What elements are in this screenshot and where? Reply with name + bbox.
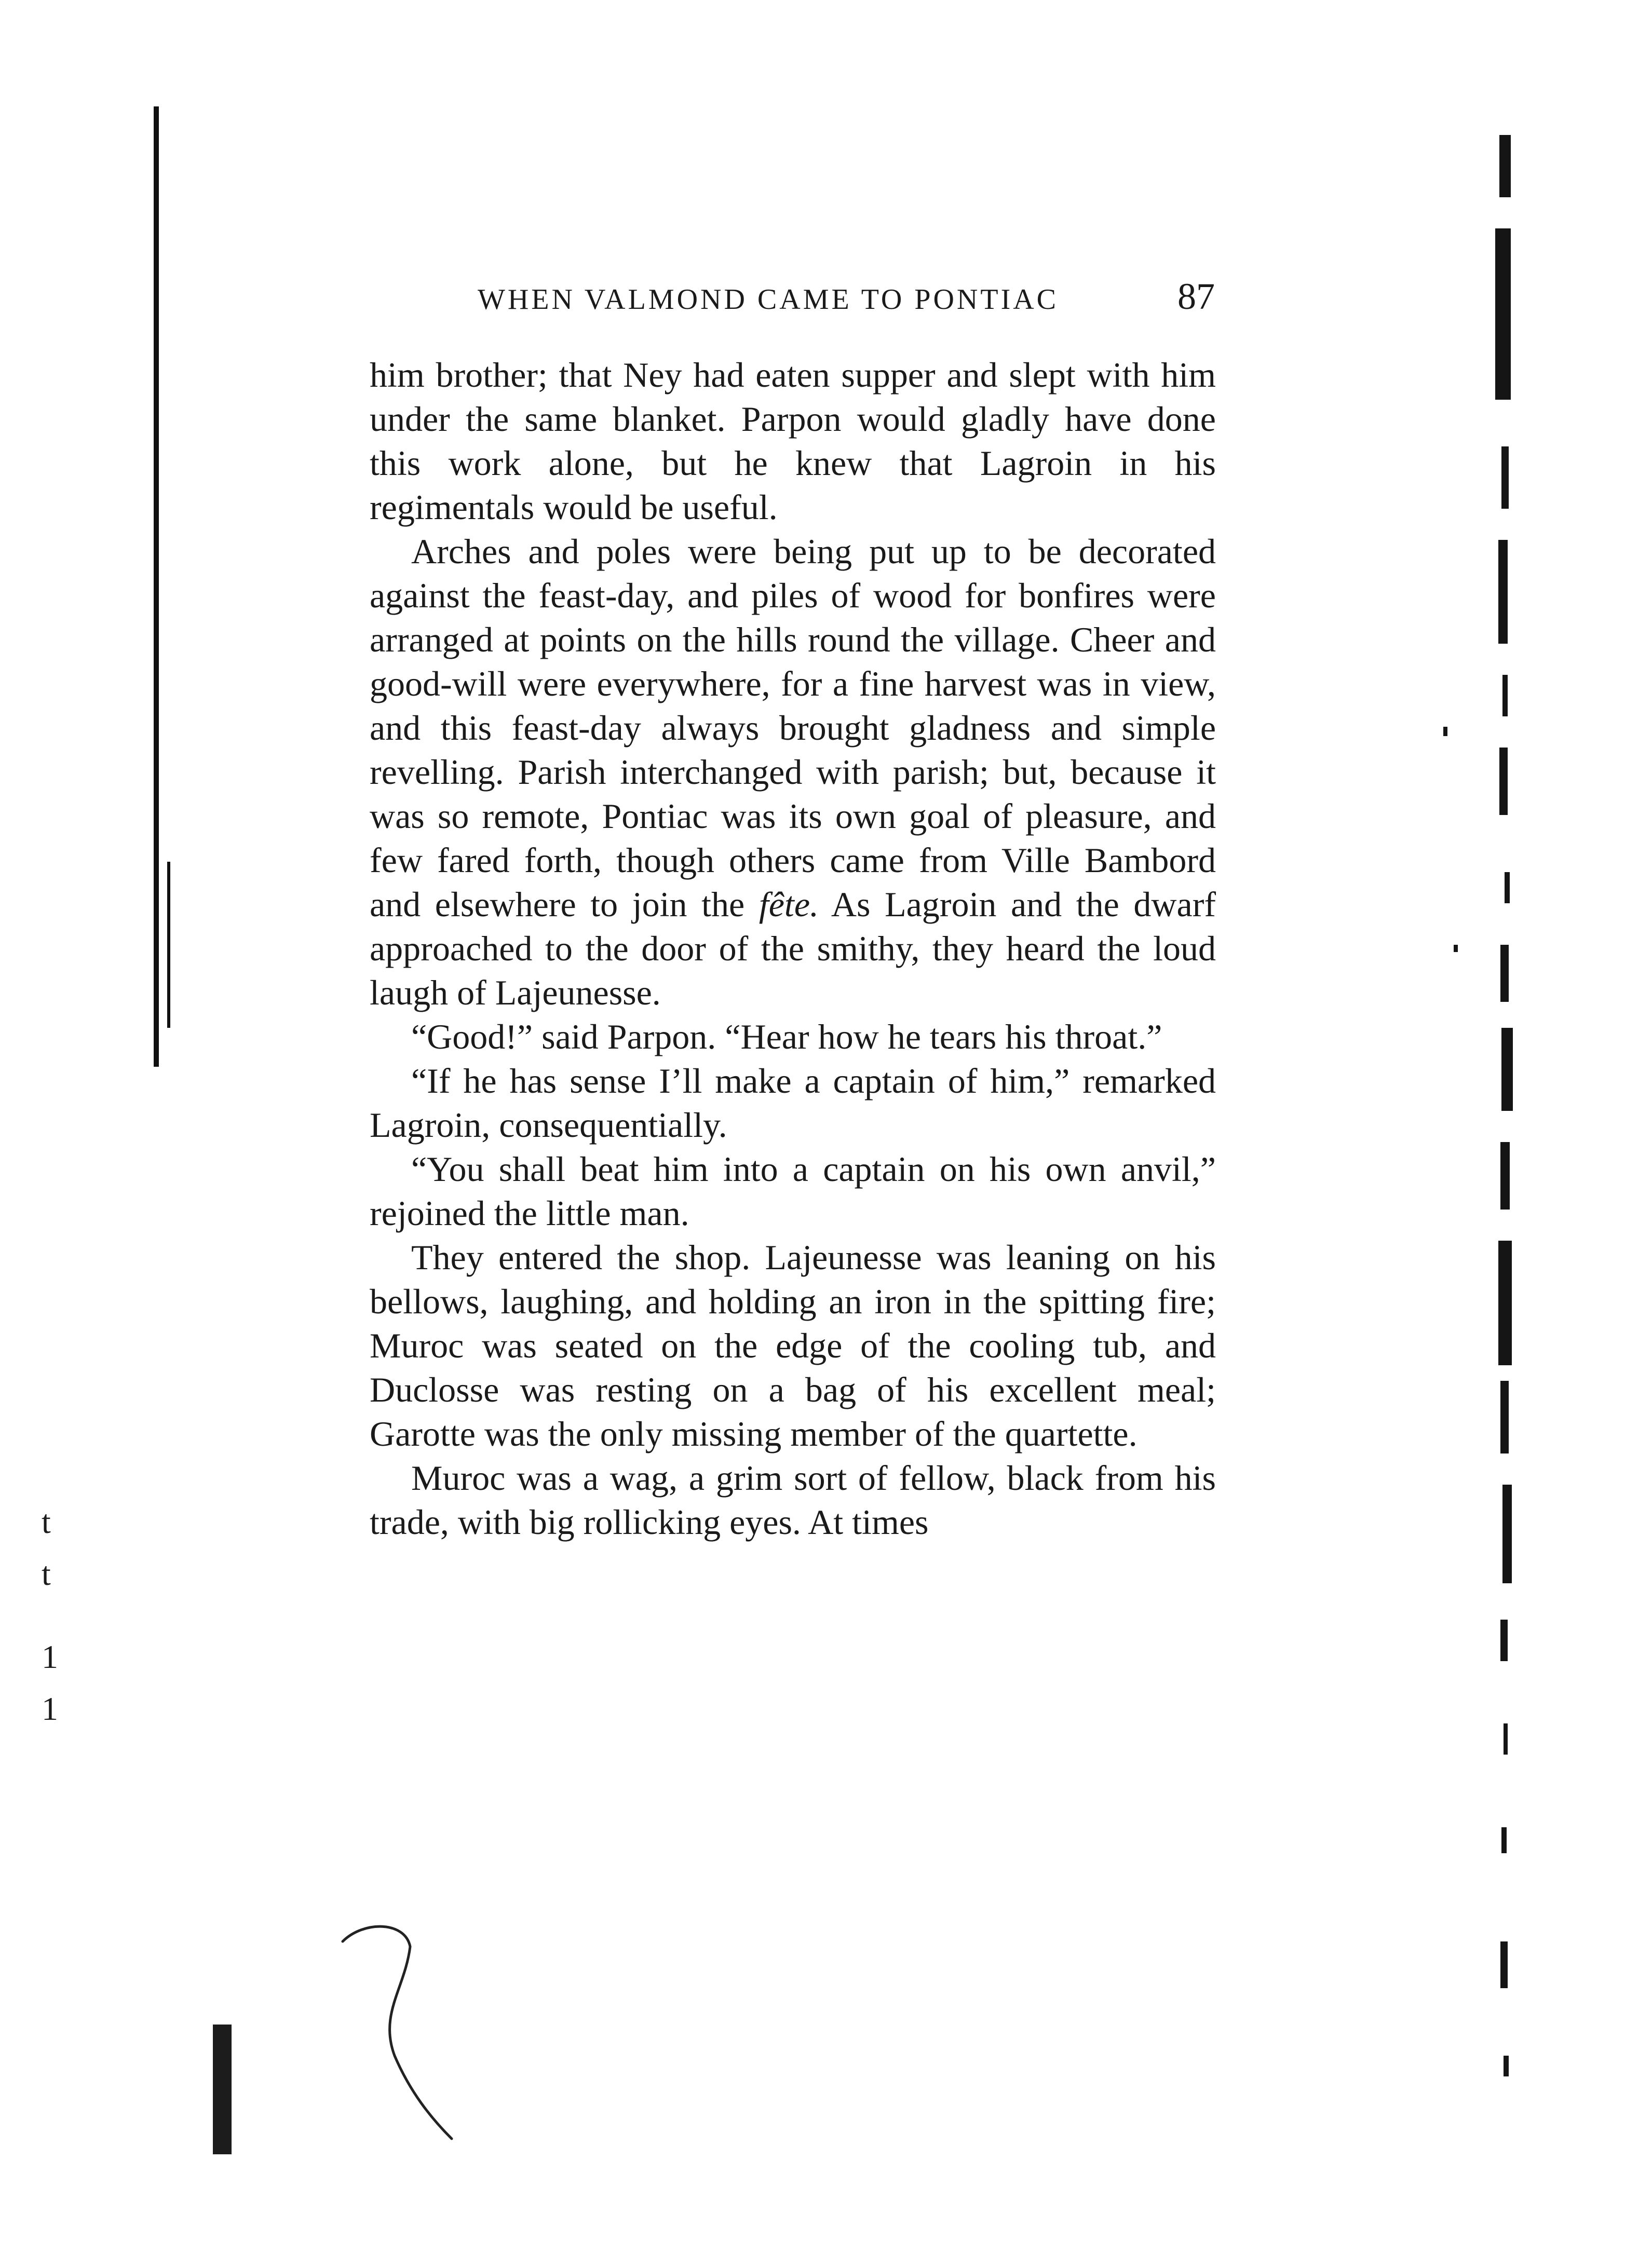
running-title: WHEN VALMOND CAME TO PONTIAC (478, 283, 1059, 316)
bottom-left-smudge (213, 2025, 232, 2154)
running-head (478, 275, 1215, 322)
paragraph: “If he has sense I’ll make a captain of him,” remarked Lagroin, consequentially. (370, 1061, 1216, 1145)
paragraph: Muroc was a wag, a grim sort of fellow, black from his trade, with big rollicking eyes. At times (370, 1458, 1216, 1542)
margin-mark: t (42, 1555, 51, 1592)
margin-mark: t (42, 1503, 51, 1540)
fete-word: fête. (759, 885, 819, 924)
page-number: 87 (1177, 276, 1215, 317)
paragraph (370, 529, 1216, 1015)
left-binding-line (154, 106, 159, 1067)
paragraph: They entered the shop. Lajeunesse was leaning on his bellows, laughing, and holding an iron in the spitting fire; Muroc was seated on the edge of the cooling tub, and Duclosse was resting on a bag of his excellent meal; Garotte was the only missing member of the quartette. (370, 1238, 1216, 1453)
left-margin-marks (36, 1194, 67, 1739)
paragraph-text-continued: As Lagroin and the dwarf approached to the door of the smithy, they heard the loud laugh of Lajeunesse. (370, 885, 1216, 1012)
paragraph: him brother; that Ney had eaten supper and slept with him under the same blanket. Parpon would gladly have done this work alone, but he knew that Lagroin in his regimentals would be useful. (370, 355, 1216, 527)
paragraph: “You shall beat him into a captain on his own anvil,” rejoined the little man. (370, 1149, 1216, 1233)
left-binding-line-lower (167, 862, 170, 1028)
paragraph: “Good!” said Parpon. “Hear how he tears his throat.” (411, 1017, 1162, 1056)
body-text (370, 353, 1216, 1544)
paragraph-text: Arches and poles were being put up to be decorated against the feast-day, and piles of wood for bonfires were arranged at points on the hills round the village. Cheer and good-will were everywhere, for a fine harvest was in view, and this feast-day always brought gladness and simple revelling. Parish interchanged with parish; but, because it was so remote, Pontiac was its own goal of pleasure, and few fared forth, though others came from Ville Bambord and elsewhere to join the (370, 532, 1216, 924)
pencil-scrawl (332, 1910, 467, 2144)
margin-mark: 1 (42, 1690, 58, 1727)
margin-mark: 1 (42, 1638, 58, 1675)
right-edge-artifacts (1490, 114, 1552, 2165)
